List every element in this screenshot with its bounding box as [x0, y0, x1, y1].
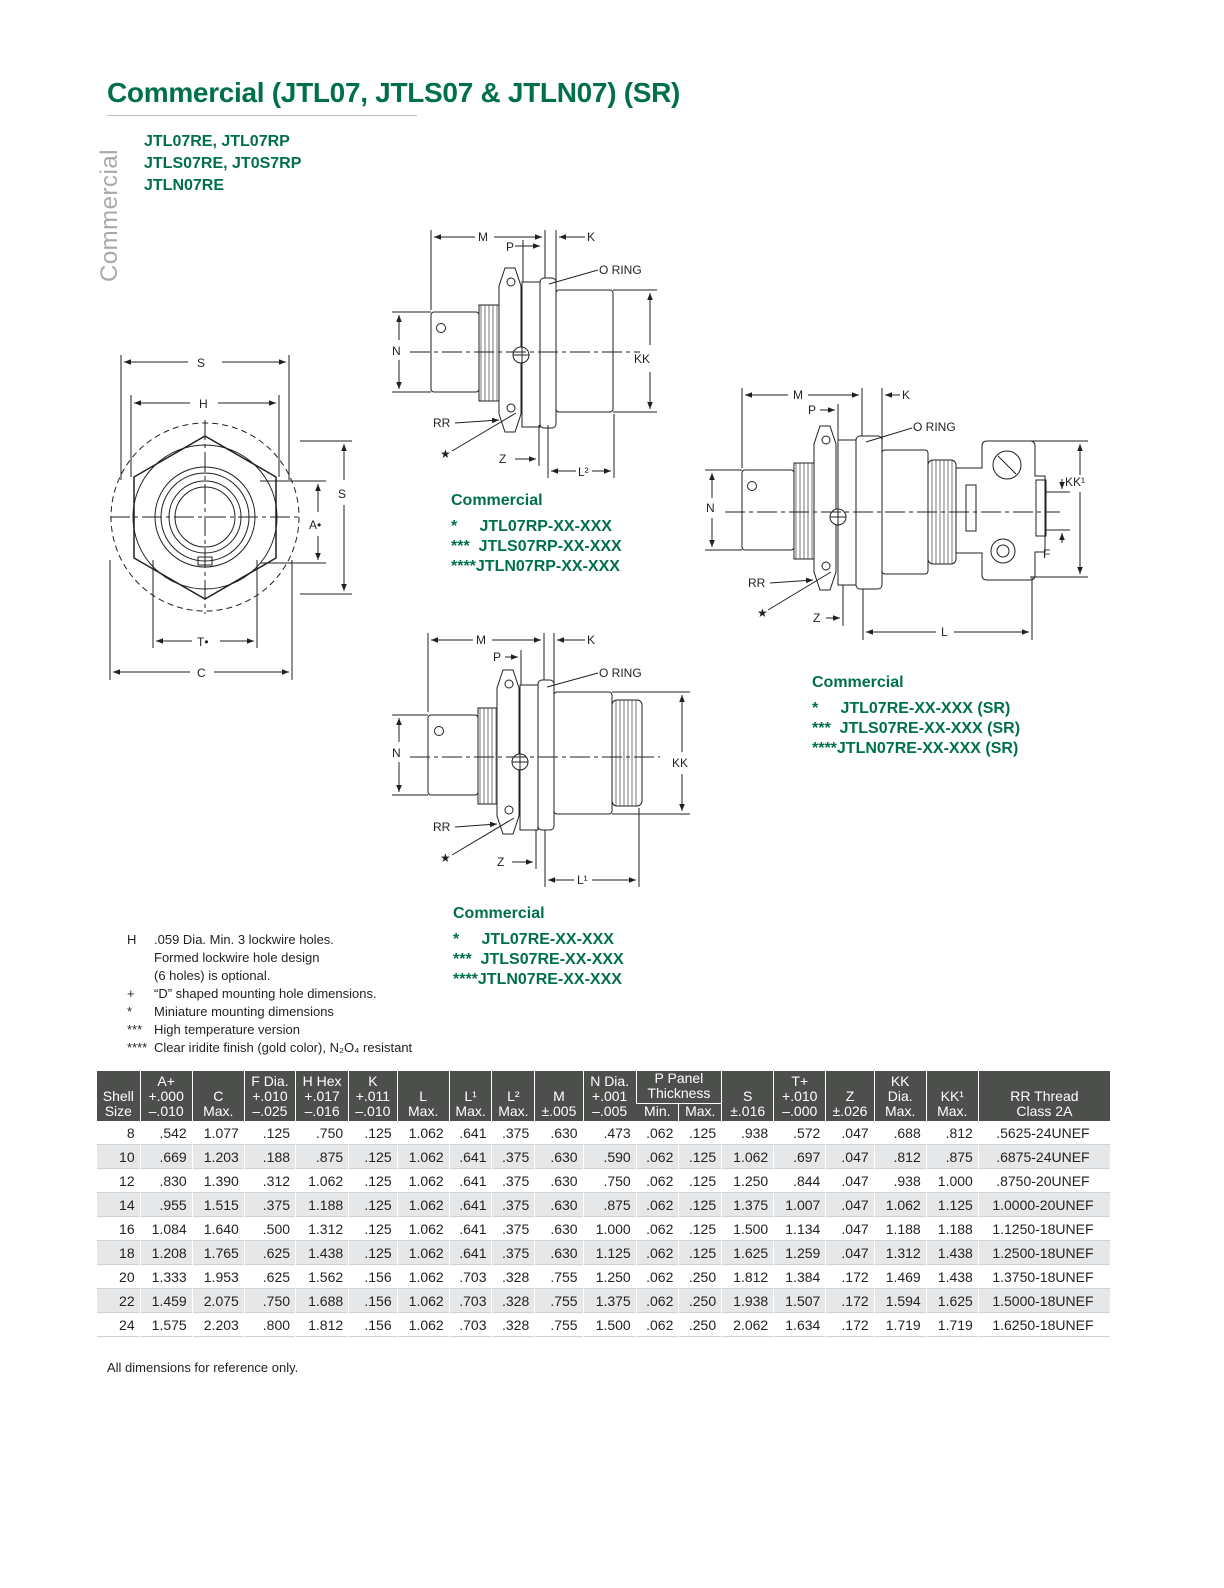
part-number: *** JTLS07RE-XX-XXX (SR)	[812, 720, 1021, 737]
dim-label-p: P	[506, 240, 515, 254]
table-cell: .955	[140, 1193, 192, 1217]
dim-label-a: A•	[309, 518, 322, 532]
header-l2: L² Max.	[492, 1071, 535, 1121]
table-cell: 1.062	[397, 1121, 449, 1145]
table-cell: 1.719	[926, 1313, 978, 1337]
table-cell: 1.375	[583, 1289, 636, 1313]
table-cell: 2.075	[192, 1289, 244, 1313]
header-z: Z ±.026	[826, 1071, 874, 1121]
table-cell: .062	[636, 1217, 679, 1241]
table-cell: .375	[492, 1121, 535, 1145]
table-cell: .755	[535, 1265, 583, 1289]
table-cell: .755	[535, 1313, 583, 1337]
table-cell: .375	[492, 1241, 535, 1265]
table-cell: 1.203	[192, 1145, 244, 1169]
table-cell: .697	[774, 1145, 826, 1169]
header-shell-size: Shell Size	[97, 1071, 140, 1121]
table-cell: 1.000	[926, 1169, 978, 1193]
note-text: Miniature mounting dimensions	[154, 1004, 334, 1019]
table-cell: .641	[449, 1121, 492, 1145]
table-cell: .062	[636, 1145, 679, 1169]
table-cell: .125	[679, 1217, 722, 1241]
header-n: N Dia. +.001 –.005	[583, 1071, 636, 1121]
table-cell: 1.259	[774, 1241, 826, 1265]
table-cell: 1.250	[722, 1169, 774, 1193]
table-cell: .703	[449, 1265, 492, 1289]
table-cell: 1.384	[774, 1265, 826, 1289]
table-cell: .125	[244, 1121, 295, 1145]
dim-label-p: P	[493, 650, 502, 664]
dim-label-l2: L²	[578, 465, 589, 479]
table-cell: 1.438	[926, 1265, 978, 1289]
dim-label-n: N	[706, 501, 715, 515]
header-l: L Max.	[397, 1071, 449, 1121]
header-p-max: Max.	[679, 1104, 722, 1122]
table-cell: 1.077	[192, 1121, 244, 1145]
table-cell: .172	[826, 1313, 874, 1337]
table-cell: 1.719	[874, 1313, 926, 1337]
o-ring-label: O RING	[913, 420, 956, 434]
table-cell: .800	[244, 1313, 295, 1337]
table-cell: .8750-20UNEF	[978, 1169, 1110, 1193]
table-cell: .938	[874, 1169, 926, 1193]
table-cell: 8	[126, 1124, 135, 1141]
table-cell: 1.062	[397, 1289, 449, 1313]
table-cell: 18	[97, 1241, 140, 1265]
table-cell: 1.084	[140, 1217, 192, 1241]
table-cell: 1.469	[874, 1265, 926, 1289]
table-cell: 1.459	[140, 1289, 192, 1313]
dim-label-rr: RR	[433, 820, 451, 834]
table-cell: .688	[874, 1121, 926, 1145]
dim-label-h: H	[199, 397, 208, 411]
table-cell: 1.390	[192, 1169, 244, 1193]
table-cell: 1.0000-20UNEF	[978, 1193, 1110, 1217]
table-cell: 1.765	[192, 1241, 244, 1265]
part-number: * JTL07RE-XX-XXX	[453, 931, 614, 948]
note-text: (6 holes) is optional.	[154, 968, 271, 983]
star-symbol: ★	[757, 606, 768, 620]
table-row	[97, 1121, 1110, 1145]
table-cell: 1.062	[397, 1241, 449, 1265]
dim-label-p: P	[808, 403, 817, 417]
part-number: ****JTLN07RE-XX-XXX	[453, 971, 622, 988]
table-cell: .6875-24UNEF	[978, 1145, 1110, 1169]
table-cell: .125	[349, 1169, 397, 1193]
header-h: H Hex +.017 –.016	[296, 1071, 349, 1121]
dim-label-s-right: S	[338, 487, 347, 501]
table-cell: .250	[679, 1265, 722, 1289]
table-cell: 1.062	[397, 1145, 449, 1169]
table-cell: .641	[449, 1217, 492, 1241]
front-view-labels	[197, 356, 346, 680]
table-cell: .375	[492, 1169, 535, 1193]
table-cell: 1.188	[874, 1217, 926, 1241]
table-cell: 1.125	[926, 1193, 978, 1217]
note-symbol: H	[127, 932, 137, 947]
header-kk1: KK¹ Max.	[926, 1071, 978, 1121]
table-cell: .250	[679, 1289, 722, 1313]
part-number: *** JTLS07RP-XX-XXX	[451, 538, 622, 555]
dim-label-m: M	[793, 388, 803, 402]
o-ring-label: O RING	[599, 263, 642, 277]
table-cell: .125	[679, 1241, 722, 1265]
note-item	[127, 1021, 412, 1039]
dimension-table	[97, 1071, 1110, 1337]
table-cell: 2.062	[722, 1313, 774, 1337]
table-cell: .669	[140, 1145, 192, 1169]
note-symbol: ***	[127, 1022, 143, 1037]
note-text: High temperature version	[154, 1022, 300, 1037]
table-cell: 1.333	[140, 1265, 192, 1289]
table-cell: .047	[826, 1145, 874, 1169]
table-cell: 1.562	[296, 1265, 349, 1289]
table-cell: 1.6250-18UNEF	[978, 1313, 1110, 1337]
table-cell: 1.438	[296, 1241, 349, 1265]
note-item	[127, 949, 412, 967]
table-cell: .047	[826, 1217, 874, 1241]
table-cell: 1.625	[722, 1241, 774, 1265]
table-row	[97, 1217, 1110, 1241]
table-cell: .047	[826, 1241, 874, 1265]
table-cell: 22	[97, 1289, 140, 1313]
table-cell: 1.134	[774, 1217, 826, 1241]
star-symbol: ★	[440, 851, 451, 865]
table-cell: .630	[535, 1169, 583, 1193]
header-s: S ±.016	[722, 1071, 774, 1121]
table-cell: 1.5000-18UNEF	[978, 1289, 1110, 1313]
table-cell: .328	[492, 1289, 535, 1313]
table-cell: .375	[244, 1193, 295, 1217]
table-cell: .125	[349, 1145, 397, 1169]
table-cell: 1.062	[397, 1169, 449, 1193]
table-cell: .630	[535, 1241, 583, 1265]
table-cell: 1.812	[296, 1313, 349, 1337]
re-sr-side-view-drawing	[705, 388, 1088, 640]
table-cell: .630	[535, 1145, 583, 1169]
table-cell: .542	[140, 1121, 192, 1145]
part-number: * JTL07RP-XX-XXX	[451, 518, 612, 535]
table-cell: 14	[97, 1193, 140, 1217]
page-title: Commercial (JTL07, JTLS07 & JTLN07) (SR)	[107, 77, 681, 108]
table-cell: .625	[244, 1265, 295, 1289]
table-cell: 1.062	[874, 1193, 926, 1217]
table-cell: .125	[679, 1121, 722, 1145]
header-l1: L¹ Max.	[449, 1071, 492, 1121]
dim-label-z: Z	[497, 855, 505, 869]
dim-label-rr: RR	[748, 576, 766, 590]
header-a: A+ +.000 –.010	[140, 1071, 192, 1121]
table-cell: .5625-24UNEF	[978, 1121, 1110, 1145]
table-cell: 12	[119, 1172, 135, 1189]
part-number: *** JTLS07RE-XX-XXX	[453, 951, 624, 968]
table-cell: .328	[492, 1313, 535, 1337]
dim-label-m: M	[476, 633, 486, 647]
footnote: All dimensions for reference only.	[107, 1360, 299, 1375]
table-cell: 24	[119, 1316, 135, 1333]
caption-heading: Commercial	[453, 905, 545, 922]
table-cell: .062	[636, 1241, 679, 1265]
table-cell: .812	[874, 1145, 926, 1169]
table-cell: 1.507	[774, 1289, 826, 1313]
table-cell: 1.188	[926, 1217, 978, 1241]
table-cell: .703	[449, 1313, 492, 1337]
table-cell: .062	[636, 1169, 679, 1193]
table-cell: .062	[636, 1193, 679, 1217]
table-cell: .156	[349, 1265, 397, 1289]
table-cell: 1.062	[397, 1217, 449, 1241]
caption-re-sr	[812, 673, 1020, 759]
note-item	[127, 1039, 412, 1057]
table-cell: 1.208	[140, 1241, 192, 1265]
table-cell: .156	[349, 1313, 397, 1337]
caption-heading: Commercial	[451, 492, 543, 509]
table-cell: 1.500	[583, 1313, 636, 1337]
model-line: JTLS07RE, JT0S7RP	[144, 155, 302, 172]
dim-label-k: K	[587, 230, 596, 244]
table-cell: 1.062	[397, 1193, 449, 1217]
table-cell: 1.953	[192, 1265, 244, 1289]
star-symbol: ★	[440, 447, 451, 461]
table-cell: 1.062	[722, 1145, 774, 1169]
table-cell: 1.375	[722, 1193, 774, 1217]
note-symbol: +	[127, 986, 135, 1001]
header-t: T+ +.010 –.000	[774, 1071, 826, 1121]
header-m: M ±.005	[535, 1071, 583, 1121]
table-cell: 1.3750-18UNEF	[978, 1265, 1110, 1289]
o-ring-label: O RING	[599, 666, 642, 680]
table-cell: .047	[826, 1193, 874, 1217]
header-c: C Max.	[192, 1071, 244, 1121]
note-item	[127, 967, 412, 985]
table-cell: .047	[826, 1121, 874, 1145]
table-cell: 1.634	[774, 1313, 826, 1337]
table-cell: 16	[119, 1220, 135, 1237]
dim-label-l: L	[941, 625, 948, 639]
table-cell: .630	[535, 1193, 583, 1217]
table-cell: .572	[774, 1121, 826, 1145]
header-k: K +.011 –.010	[349, 1071, 397, 1121]
table-cell: .844	[774, 1169, 826, 1193]
table-cell: .938	[722, 1121, 774, 1145]
table-cell: .172	[826, 1289, 874, 1313]
table-cell: .755	[535, 1289, 583, 1313]
table-cell: 1.640	[192, 1217, 244, 1241]
table-cell: 1.007	[774, 1193, 826, 1217]
table-cell: 1.062	[397, 1313, 449, 1337]
table-row	[97, 1265, 1110, 1289]
table-cell: .125	[679, 1193, 722, 1217]
caption-heading: Commercial	[812, 674, 904, 691]
note-text: .059 Dia. Min. 3 lockwire holes.	[154, 932, 334, 947]
table-cell: 10	[97, 1145, 140, 1169]
table-cell: .641	[449, 1169, 492, 1193]
table-cell: 1.594	[874, 1289, 926, 1313]
table-row	[97, 1313, 1110, 1337]
table-cell: 1.000	[583, 1217, 636, 1241]
table-cell: .875	[926, 1145, 978, 1169]
dim-label-kk: KK	[634, 352, 651, 366]
table-row	[97, 1241, 1110, 1265]
table-cell: 1.688	[296, 1289, 349, 1313]
table-row	[97, 1289, 1110, 1313]
dim-label-l1: L¹	[577, 873, 588, 887]
table-cell: .125	[679, 1169, 722, 1193]
note-text: “D” shaped mounting hole dimensions.	[154, 986, 377, 1001]
header-rr-thread: RR Thread Class 2A	[978, 1071, 1110, 1121]
table-cell: .125	[349, 1193, 397, 1217]
header-p-min: Min.	[636, 1104, 679, 1122]
table-cell: .630	[535, 1121, 583, 1145]
note-text: Formed lockwire hole design	[154, 950, 320, 965]
table-cell: 1.500	[722, 1217, 774, 1241]
caption-rp	[451, 491, 622, 577]
table-cell: 1.438	[926, 1241, 978, 1265]
table-cell: .125	[349, 1241, 397, 1265]
dim-label-kk: KK	[672, 756, 689, 770]
table-cell: 1.575	[140, 1313, 192, 1337]
table-cell: .188	[244, 1145, 295, 1169]
note-item	[127, 1003, 412, 1021]
table-cell: .630	[535, 1217, 583, 1241]
table-cell: .047	[826, 1169, 874, 1193]
table-cell: .062	[636, 1289, 679, 1313]
re-side-view-drawing	[392, 633, 690, 887]
part-number: ****JTLN07RP-XX-XXX	[451, 558, 620, 575]
dim-label-m: M	[478, 230, 488, 244]
table-cell: 1.312	[296, 1217, 349, 1241]
table-row	[97, 1193, 1110, 1217]
notes-list	[127, 931, 412, 1057]
table-cell: .062	[636, 1121, 679, 1145]
dim-label-t: T•	[197, 635, 209, 649]
table-cell: 1.812	[722, 1265, 774, 1289]
dim-label-kk1: KK¹	[1065, 475, 1086, 489]
table-row	[97, 1169, 1110, 1193]
dim-label-n: N	[392, 344, 401, 358]
table-cell: 1.312	[874, 1241, 926, 1265]
table-cell: .703	[449, 1289, 492, 1313]
note-item	[127, 985, 412, 1003]
table-cell: .875	[583, 1193, 636, 1217]
re-view-labels	[392, 633, 688, 887]
dim-label-z: Z	[499, 452, 507, 466]
table-cell: .473	[583, 1121, 636, 1145]
table-cell: .750	[244, 1289, 295, 1313]
table-cell: .375	[492, 1193, 535, 1217]
table-cell: .125	[349, 1217, 397, 1241]
table-cell: .641	[449, 1145, 492, 1169]
table-cell: 1.062	[397, 1265, 449, 1289]
note-text: Clear iridite finish (gold color), N₂O₄ resistant	[154, 1040, 413, 1055]
table-cell: .750	[583, 1169, 636, 1193]
dim-label-f: F	[1043, 547, 1051, 561]
caption-re	[453, 904, 624, 990]
model-line: JTL07RE, JTL07RP	[144, 133, 290, 150]
table-cell: 1.2500-18UNEF	[978, 1241, 1110, 1265]
table-cell: 1.1250-18UNEF	[978, 1217, 1110, 1241]
table-cell: .812	[926, 1121, 978, 1145]
table-cell: 1.515	[192, 1193, 244, 1217]
table-cell: .641	[449, 1241, 492, 1265]
table-cell: 20	[119, 1268, 135, 1285]
table-cell: .125	[349, 1121, 397, 1145]
table-cell: .312	[244, 1169, 295, 1193]
table-cell: .250	[679, 1313, 722, 1337]
table-cell: .641	[449, 1193, 492, 1217]
table-cell: .062	[636, 1313, 679, 1337]
header-kk: KK Dia. Max.	[874, 1071, 926, 1121]
table-cell: .830	[140, 1169, 192, 1193]
table-cell: 1.188	[296, 1193, 349, 1217]
table-cell: .328	[492, 1265, 535, 1289]
table-cell: .375	[492, 1217, 535, 1241]
table-cell: .750	[296, 1121, 349, 1145]
part-number: ****JTLN07RE-XX-XXX (SR)	[812, 740, 1019, 757]
header-f: F Dia. +.010 –.025	[244, 1071, 295, 1121]
table-cell: .062	[636, 1265, 679, 1289]
dim-label-rr: RR	[433, 416, 451, 430]
table-cell: .590	[583, 1145, 636, 1169]
table-cell: .875	[296, 1145, 349, 1169]
table-cell: .375	[492, 1145, 535, 1169]
dim-label-s: S	[197, 356, 206, 370]
dim-label-k: K	[902, 388, 911, 402]
note-item	[127, 931, 412, 949]
table-cell: .125	[679, 1145, 722, 1169]
header-p-panel: P Panel Thickness	[636, 1071, 721, 1104]
table-cell: 2.203	[192, 1313, 244, 1337]
table-cell: .625	[244, 1241, 295, 1265]
table-cell: 1.250	[583, 1265, 636, 1289]
table-cell: 1.625	[926, 1289, 978, 1313]
table-cell: .500	[244, 1217, 295, 1241]
table-cell: .156	[349, 1289, 397, 1313]
table-cell: .172	[826, 1265, 874, 1289]
dim-label-c: C	[197, 666, 206, 680]
side-section-label: Commercial	[96, 148, 123, 282]
note-symbol: *	[127, 1004, 133, 1019]
dim-label-n: N	[392, 746, 401, 760]
part-number: * JTL07RE-XX-XXX (SR)	[812, 700, 1011, 717]
table-cell: 1.062	[296, 1169, 349, 1193]
dim-label-z: Z	[813, 611, 821, 625]
table-cell: 1.938	[722, 1289, 774, 1313]
model-line: JTLN07RE	[144, 177, 225, 194]
table-row	[97, 1145, 1110, 1169]
note-symbol: ****	[127, 1040, 148, 1055]
table-cell: 1.125	[583, 1241, 636, 1265]
dim-label-k: K	[587, 633, 596, 647]
